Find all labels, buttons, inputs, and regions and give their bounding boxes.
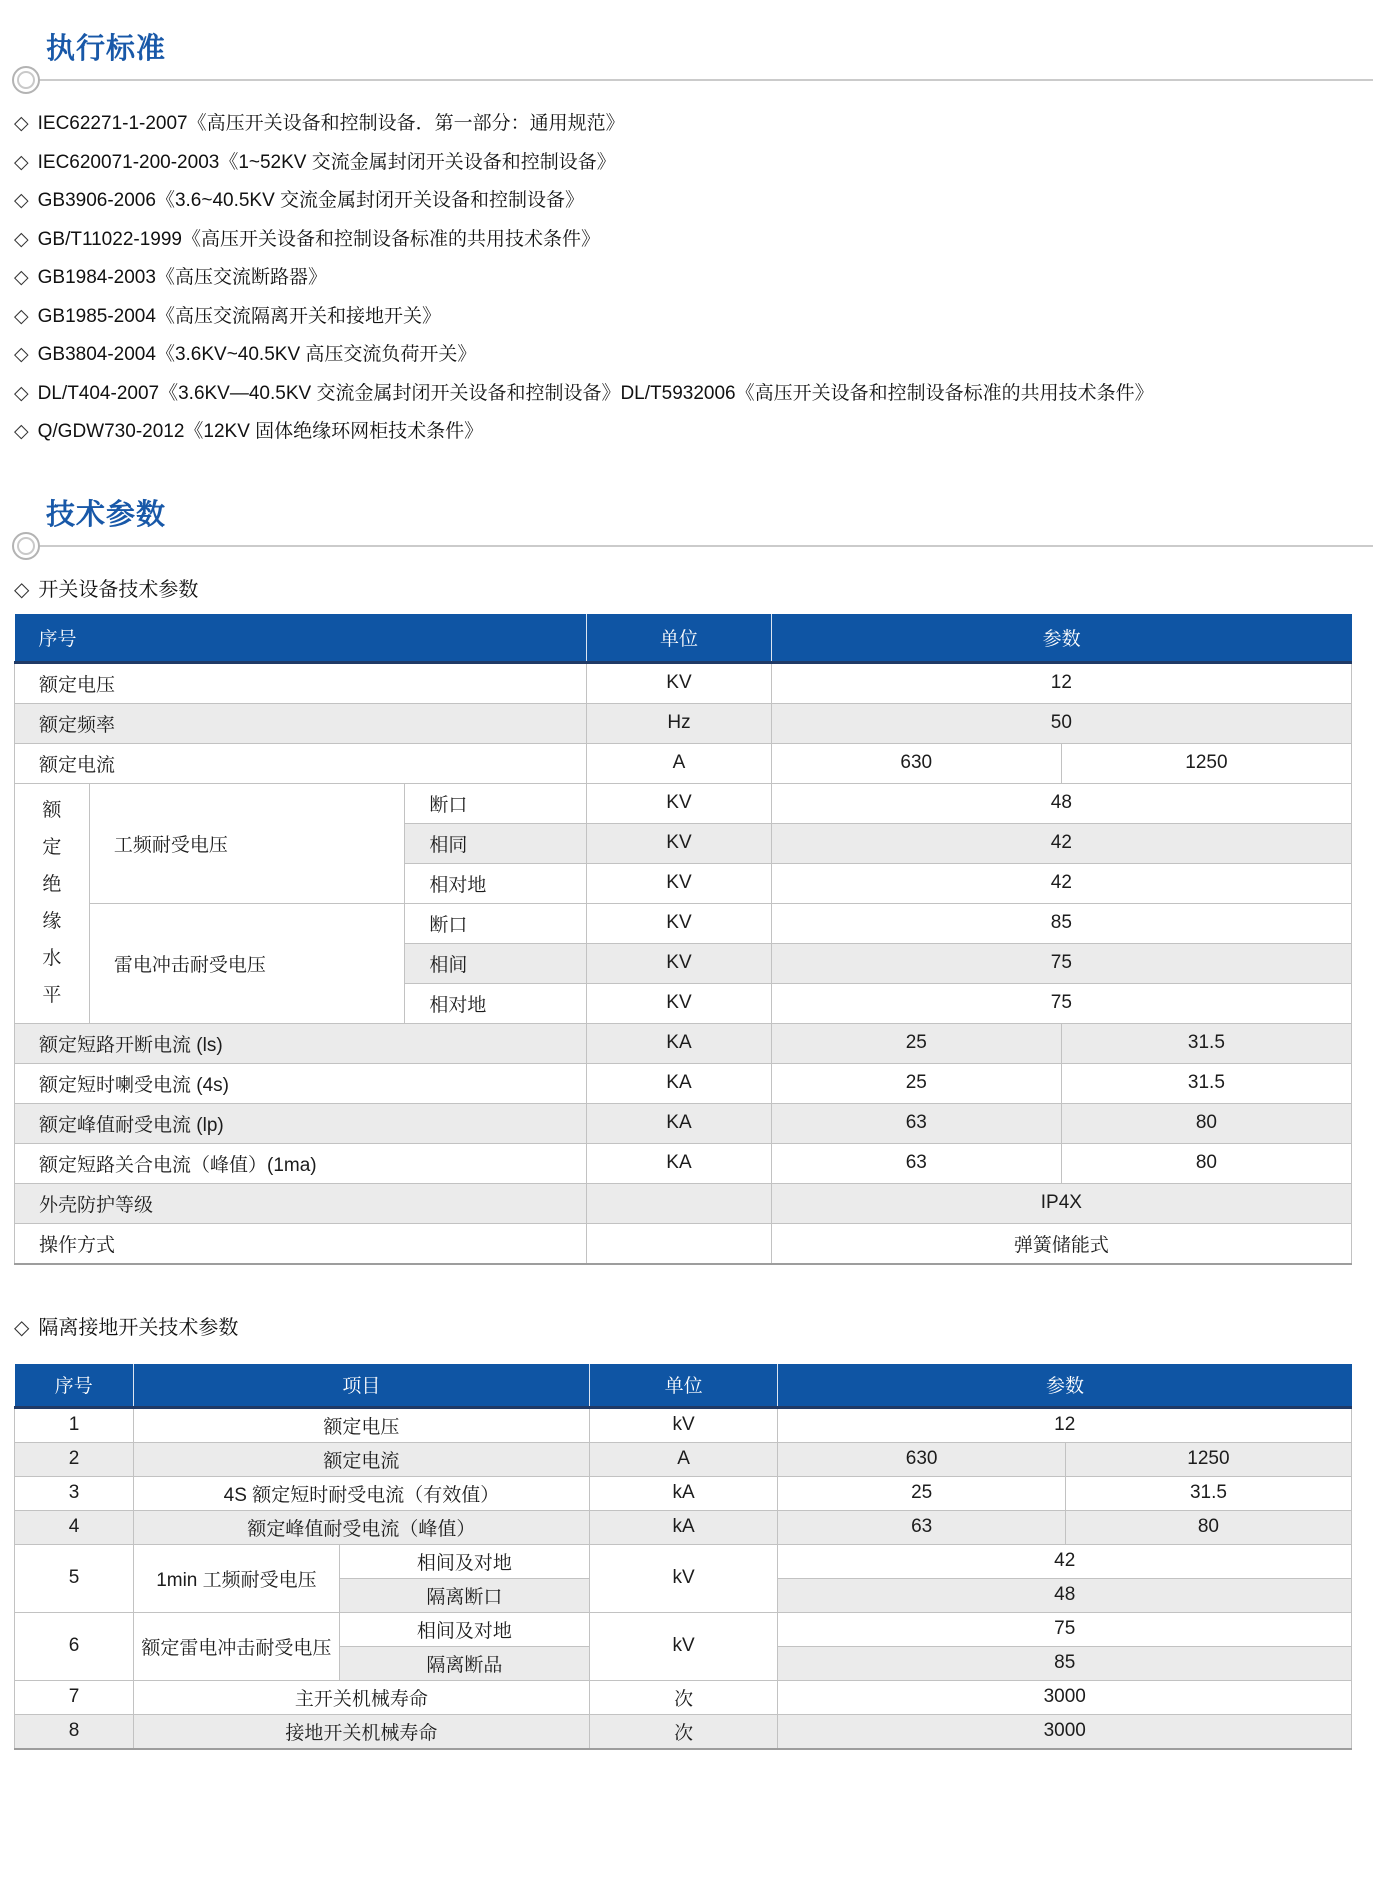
row-item: 主开关机械寿命 bbox=[133, 1680, 589, 1714]
standard-item-text: IEC62271-1-2007《高压开关设备和控制设备．第一部分：通用规范》 bbox=[37, 113, 625, 134]
table-row bbox=[15, 783, 1352, 823]
row-item: 额定峰值耐受电流（峰值） bbox=[133, 1510, 589, 1544]
value-cell: 31.5 bbox=[1065, 1476, 1351, 1510]
table-header-row bbox=[15, 1364, 1352, 1408]
sub-row-label: 相间及对地 bbox=[339, 1544, 589, 1578]
unit-cell: KA bbox=[587, 1023, 772, 1063]
table-row bbox=[15, 1612, 1352, 1646]
value-cell: 75 bbox=[771, 983, 1351, 1023]
row-label: 额定峰值耐受电流 (lp) bbox=[15, 1103, 587, 1143]
value-cell: 弹簧储能式 bbox=[771, 1223, 1351, 1264]
section-divider bbox=[26, 79, 1373, 81]
value-cell: 42 bbox=[778, 1544, 1352, 1578]
unit-cell: KV bbox=[587, 943, 772, 983]
column-header-unit: 单位 bbox=[589, 1364, 778, 1408]
table-row bbox=[15, 662, 1352, 703]
unit-cell: kA bbox=[589, 1510, 778, 1544]
lightning-impulse-withstand-label: 雷电冲击耐受电压 bbox=[89, 903, 405, 1023]
row-label: 操作方式 bbox=[15, 1223, 587, 1264]
table-row bbox=[15, 1544, 1352, 1578]
standard-item-text: GB3906-2006《3.6~40.5KV 交流金属封闭开关设备和控制设备》 bbox=[37, 190, 585, 211]
value-cell: 85 bbox=[778, 1646, 1352, 1680]
unit-cell: kA bbox=[589, 1476, 778, 1510]
row-number: 5 bbox=[15, 1544, 134, 1612]
value-cell: 3000 bbox=[778, 1680, 1352, 1714]
table-row bbox=[15, 1407, 1352, 1442]
table-row bbox=[15, 1063, 1352, 1103]
standard-item-text: DL/T404-2007《3.6KV—40.5KV 交流金属封闭开关设备和控制设备》DL/T5932006《高压开关设备和控制设备标准的共用技术条件》 bbox=[37, 382, 1154, 404]
unit-cell: kV bbox=[589, 1612, 778, 1680]
table-row bbox=[15, 743, 1352, 783]
value-cell: 1250 bbox=[1065, 1442, 1351, 1476]
value-cell: 48 bbox=[771, 783, 1351, 823]
unit-cell: KV bbox=[587, 983, 772, 1023]
value-cell: 12 bbox=[771, 662, 1351, 703]
row-item: 额定雷电冲击耐受电压 bbox=[133, 1612, 339, 1680]
value-cell: 85 bbox=[771, 903, 1351, 943]
table-header-row bbox=[15, 614, 1352, 663]
table-row bbox=[15, 903, 1352, 943]
value-cell: 48 bbox=[778, 1578, 1352, 1612]
row-number: 4 bbox=[15, 1510, 134, 1544]
value-cell: 80 bbox=[1061, 1103, 1351, 1143]
switchgear-params-table bbox=[14, 614, 1352, 1265]
unit-cell: 次 bbox=[589, 1714, 778, 1749]
column-header-no: 序号 bbox=[15, 614, 587, 663]
diamond-bullet-icon: ◇ bbox=[14, 305, 29, 327]
value-cell: 63 bbox=[771, 1103, 1061, 1143]
tech-params-section-title: 技术参数 bbox=[46, 498, 167, 531]
diamond-bullet-icon: ◇ bbox=[14, 421, 29, 442]
table-row bbox=[15, 1510, 1352, 1544]
value-cell: 12 bbox=[778, 1407, 1352, 1442]
table-row bbox=[15, 1103, 1352, 1143]
diamond-bullet-icon: ◇ bbox=[14, 344, 29, 365]
diamond-bullet-icon: ◇ bbox=[14, 190, 29, 211]
value-cell: 31.5 bbox=[1061, 1063, 1351, 1103]
value-cell: 75 bbox=[778, 1612, 1352, 1646]
value-cell: 63 bbox=[771, 1143, 1061, 1183]
standard-item bbox=[14, 259, 1365, 298]
sub-row-label: 相间 bbox=[405, 943, 587, 983]
insulation-level-vertical-label bbox=[15, 783, 90, 1023]
standard-item-text: Q/GDW730-2012《12KV 固体绝缘环网柜技术条件》 bbox=[37, 421, 484, 442]
sub-row-label: 相间及对地 bbox=[339, 1612, 589, 1646]
standard-item bbox=[14, 413, 1365, 452]
standard-item-text: GB3804-2004《3.6KV~40.5KV 高压交流负荷开关》 bbox=[37, 344, 477, 365]
standard-item bbox=[14, 336, 1365, 375]
value-cell: 25 bbox=[778, 1476, 1065, 1510]
column-header-unit: 单位 bbox=[587, 614, 772, 663]
subtitle-text: 隔离接地开关技术参数 bbox=[38, 1316, 239, 1339]
power-frequency-withstand-label: 工频耐受电压 bbox=[89, 783, 405, 903]
row-item: 4S 额定短时耐受电流（有效值） bbox=[133, 1476, 589, 1510]
row-item: 1min 工频耐受电压 bbox=[133, 1544, 339, 1612]
row-number: 3 bbox=[15, 1476, 134, 1510]
sub-row-label: 相同 bbox=[405, 823, 587, 863]
unit-cell: KA bbox=[587, 1103, 772, 1143]
column-header-no: 序号 bbox=[15, 1364, 134, 1408]
value-cell: 80 bbox=[1061, 1143, 1351, 1183]
unit-cell: kV bbox=[589, 1544, 778, 1612]
value-cell: 630 bbox=[771, 743, 1061, 783]
table-row bbox=[15, 1223, 1352, 1264]
value-cell: 25 bbox=[771, 1063, 1061, 1103]
value-cell: 63 bbox=[778, 1510, 1065, 1544]
unit-cell: 次 bbox=[589, 1680, 778, 1714]
row-label: 额定电流 bbox=[15, 743, 587, 783]
tech-params-section-header bbox=[0, 492, 1373, 547]
row-number: 6 bbox=[15, 1612, 134, 1680]
row-item: 接地开关机械寿命 bbox=[133, 1714, 589, 1749]
standard-item-text: GB/T11022-1999《高压开关设备和控制设备标准的共用技术条件》 bbox=[37, 228, 600, 250]
isolation-params-subtitle bbox=[14, 1311, 1373, 1340]
value-cell: 42 bbox=[771, 863, 1351, 903]
sub-row-label: 断口 bbox=[405, 903, 587, 943]
diamond-bullet-icon: ◇ bbox=[14, 151, 29, 173]
sub-row-label: 相对地 bbox=[405, 983, 587, 1023]
unit-cell: A bbox=[589, 1442, 778, 1476]
table-row bbox=[15, 1143, 1352, 1183]
row-label: 额定频率 bbox=[15, 703, 587, 743]
diamond-bullet-icon: ◇ bbox=[14, 382, 29, 404]
value-cell: 1250 bbox=[1061, 743, 1351, 783]
standard-item bbox=[14, 144, 1365, 183]
sub-row-label: 隔离断品 bbox=[339, 1646, 589, 1680]
unit-cell: KV bbox=[587, 662, 772, 703]
table-row bbox=[15, 1476, 1352, 1510]
unit-cell: KV bbox=[587, 903, 772, 943]
row-label: 额定短时喇受电流 (4s) bbox=[15, 1063, 587, 1103]
standard-item bbox=[14, 182, 1365, 221]
subtitle-text: 开关设备技术参数 bbox=[38, 578, 199, 601]
column-header-param: 参数 bbox=[778, 1364, 1352, 1408]
unit-cell: kV bbox=[589, 1407, 778, 1442]
unit-cell: A bbox=[587, 743, 772, 783]
section-divider bbox=[26, 545, 1373, 547]
value-cell: 42 bbox=[771, 823, 1351, 863]
row-number: 1 bbox=[15, 1407, 134, 1442]
row-label: 外壳防护等级 bbox=[15, 1183, 587, 1223]
isolation-switch-params-table bbox=[14, 1364, 1352, 1750]
diamond-bullet-icon: ◇ bbox=[14, 228, 29, 250]
column-header-param: 参数 bbox=[771, 614, 1351, 663]
standard-item-text: IEC620071-200-2003《1~52KV 交流金属封闭开关设备和控制设备》 bbox=[37, 151, 616, 173]
table-row bbox=[15, 1442, 1352, 1476]
standards-section-header bbox=[0, 26, 1373, 81]
row-label: 额定短路开断电流 (ls) bbox=[15, 1023, 587, 1063]
value-cell: 25 bbox=[771, 1023, 1061, 1063]
table-row bbox=[15, 703, 1352, 743]
sub-row-label: 断口 bbox=[405, 783, 587, 823]
standards-section-title: 执行标准 bbox=[46, 33, 167, 65]
row-number: 7 bbox=[15, 1680, 134, 1714]
value-cell: 630 bbox=[778, 1442, 1065, 1476]
standard-item bbox=[14, 221, 1365, 260]
unit-cell bbox=[587, 1223, 772, 1264]
unit-cell: KA bbox=[587, 1063, 772, 1103]
standard-item-text: GB1984-2003《高压交流断路器》 bbox=[37, 267, 327, 288]
row-label: 额定短路关合电流（峰值）(1ma) bbox=[15, 1143, 587, 1183]
value-cell: 75 bbox=[771, 943, 1351, 983]
table-row bbox=[15, 1183, 1352, 1223]
standard-item bbox=[14, 298, 1365, 337]
unit-cell: Hz bbox=[587, 703, 772, 743]
bottom-whitespace bbox=[0, 1750, 1373, 1890]
value-cell: 31.5 bbox=[1061, 1023, 1351, 1063]
diamond-bullet-icon: ◇ bbox=[14, 267, 29, 288]
standard-item bbox=[14, 375, 1365, 414]
standard-item-text: GB1985-2004《高压交流隔离开关和接地开关》 bbox=[37, 305, 441, 327]
vertical-label-text: 额定绝缘水平 bbox=[42, 799, 62, 1007]
row-item: 额定电流 bbox=[133, 1442, 589, 1476]
diamond-bullet-icon: ◇ bbox=[14, 1316, 30, 1339]
value-cell: 3000 bbox=[778, 1714, 1352, 1749]
standards-list bbox=[0, 105, 1373, 452]
row-number: 8 bbox=[15, 1714, 134, 1749]
table-row bbox=[15, 1023, 1352, 1063]
value-cell: 50 bbox=[771, 703, 1351, 743]
section-ring-icon bbox=[12, 532, 40, 560]
value-cell: 80 bbox=[1065, 1510, 1351, 1544]
sub-row-label: 隔离断口 bbox=[339, 1578, 589, 1612]
section-ring-icon bbox=[12, 66, 40, 94]
row-label: 额定电压 bbox=[15, 662, 587, 703]
unit-cell bbox=[587, 1183, 772, 1223]
unit-cell: KV bbox=[587, 823, 772, 863]
table-row bbox=[15, 1680, 1352, 1714]
column-header-item: 项目 bbox=[133, 1364, 589, 1408]
section-ring-inner-icon bbox=[17, 537, 35, 555]
section-ring-inner-icon bbox=[17, 71, 35, 89]
diamond-bullet-icon: ◇ bbox=[14, 578, 30, 601]
row-number: 2 bbox=[15, 1442, 134, 1476]
value-cell: IP4X bbox=[771, 1183, 1351, 1223]
unit-cell: KV bbox=[587, 863, 772, 903]
unit-cell: KA bbox=[587, 1143, 772, 1183]
diamond-bullet-icon: ◇ bbox=[14, 113, 29, 134]
standard-item bbox=[14, 105, 1365, 144]
sub-row-label: 相对地 bbox=[405, 863, 587, 903]
unit-cell: KV bbox=[587, 783, 772, 823]
switchgear-params-subtitle bbox=[14, 573, 1373, 602]
row-item: 额定电压 bbox=[133, 1407, 589, 1442]
table-row bbox=[15, 1714, 1352, 1749]
